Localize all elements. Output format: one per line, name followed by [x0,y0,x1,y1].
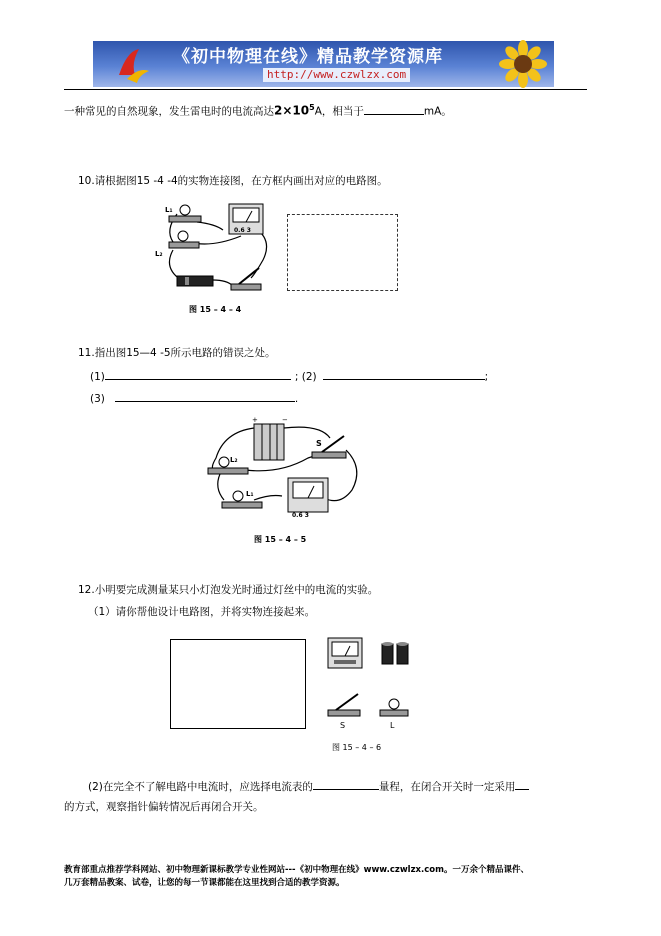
q11-item3-end: . [294,393,299,405]
q9-answer-blank[interactable] [364,103,424,115]
q12-part2-line1 [88,778,529,794]
lamp-l1-bulb [180,205,190,215]
q9-line [64,101,452,119]
svg-text:+: + [252,416,258,424]
fig1-ammeter-scale: 0.6 3 [234,227,251,234]
sunflower-icon [493,41,553,87]
q11-row1 [90,368,488,384]
fig2-lamp-l2-base [208,468,248,474]
figure-15-4-6 [326,636,426,756]
fig1-l2-label: L₂ [155,250,163,258]
fig3-lamp-base [380,710,408,716]
footer-line2: 几万套精品教案、试卷，让您的每一节课都能在这里找到合适的教学资源。 [64,878,345,888]
q9-exponent: 5 [309,103,315,112]
header-banner [93,41,554,87]
banner-title: 《初中物理在线》精品教学资源库 [173,47,443,67]
fig2-switch-lever [322,436,344,452]
fig2-caption: 图 15 – 4 – 5 [254,535,307,544]
fig3-switch-base [328,710,360,716]
q11-row2 [90,390,298,406]
lamp-l1-base [169,216,201,222]
header-rule [64,89,587,90]
q11-item2-end: ; [484,371,489,383]
figure-15-4-5 [200,418,370,548]
q12-text: 12.小明要完成测量某只小灯泡发光时通过灯丝中的电流的实验。 [78,584,379,596]
fig3-ammeter-dial [332,642,358,656]
fig2-ammeter-scale: 0.6 3 [292,512,309,519]
fig3-caption: 图 15 – 4 – 6 [332,743,382,752]
q11-blank3[interactable] [115,390,295,402]
q11-item3: (3) [90,393,105,405]
lamp-l2-base [169,242,199,248]
q9-text: 一种常见的自然现象，发生雷电时的电流高达 [64,105,274,118]
fig2-lamp-l1-bulb [233,491,243,501]
logo-icon [113,45,153,85]
switch-base [231,284,261,290]
q11-item1-sep: ; (2) [294,371,317,383]
fig2-l1-label: L₁ [246,490,254,498]
svg-text:−: − [282,416,288,424]
q12-part2-b: 量程，在闭合开关时一定采用 [378,781,516,793]
battery-box [254,424,284,460]
q12-blank-method[interactable] [515,778,529,790]
q11-text: 11.指出图15—4 -5所示电路的错误之处。 [78,347,276,359]
q12-blank-range[interactable] [313,778,379,790]
figure-15-4-4 [155,200,275,314]
q11-item1: (1) [90,371,105,383]
q11-blank1[interactable] [105,368,291,380]
ammeter-dial [233,208,259,222]
fig2-ammeter-dial [293,482,323,498]
fig2-l2-label: L₂ [230,456,238,464]
q9-base: 2×10 [274,103,310,118]
fig3-switch-label: S [340,721,346,730]
q9-unit: A，相当于 [314,105,364,118]
fig2-switch-label: S [316,439,322,448]
fig2-lamp-l2-bulb [219,457,229,467]
fig3-lamp-bulb [389,699,399,709]
lamp-l2-bulb [178,231,188,241]
battery [177,276,213,286]
fig1-l1-label: L₁ [165,206,173,214]
q12-answer-box[interactable] [170,639,306,729]
q9-unit-after: mA。 [423,105,452,118]
fig2-lamp-l1-base [222,502,262,508]
q11-blank2[interactable] [323,368,485,380]
fig1-caption: 图 15 – 4 – 4 [189,305,242,314]
footer-line1: 教育部重点推荐学科网站、初中物理新课标教学专业性网站---《初中物理在线》www.czwlzx.com。一万余个精品课件、 [64,865,529,875]
q12-part2-c: 的方式，观察指针偏转情况后再闭合开关。 [64,801,264,813]
q12-part2-a: (2)在完全不了解电路中电流时，应选择电流表的 [88,781,313,793]
switch-lever [239,268,259,284]
fig2-switch-base [312,452,346,458]
q12-part1: （1）请你帮他设计电路图，并将实物连接起来。 [88,606,316,618]
q10-text: 10.请根据图15 -4 -4的实物连接图，在方框内画出对应的电路图。 [78,175,388,187]
fig3-batteries [382,642,408,664]
q10-answer-box[interactable] [287,214,398,291]
banner-url[interactable]: http://www.czwlzx.com [263,68,410,82]
fig3-lamp-label: L [390,721,395,730]
fig3-switch-lever [336,694,358,710]
